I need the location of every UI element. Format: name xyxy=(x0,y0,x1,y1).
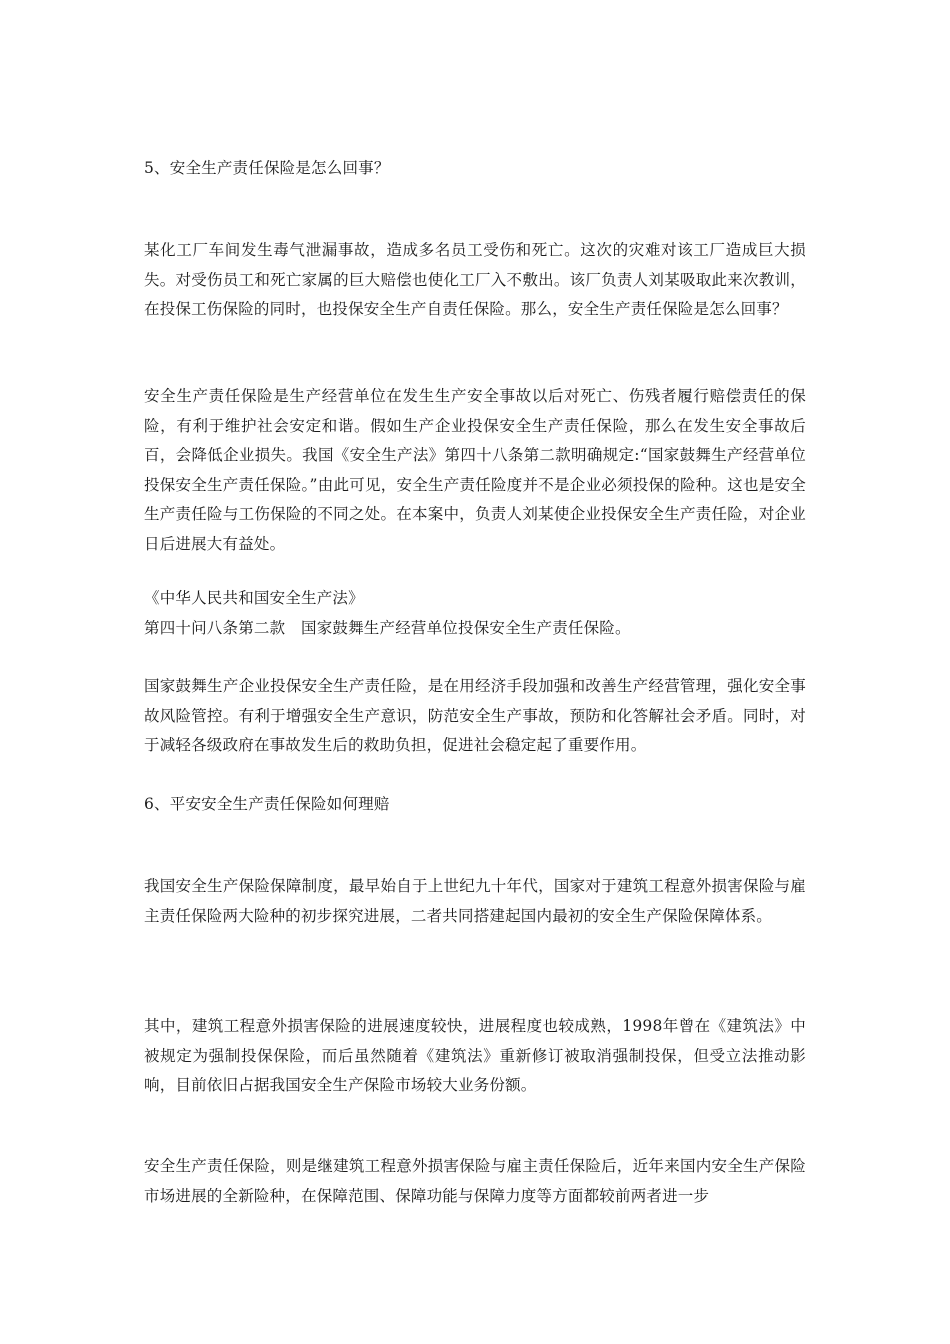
law-citation xyxy=(144,584,806,643)
history-paragraph: 我国安全生产保险保障制度，最早始自于上世纪九十年代，国家对于建筑工程意外损害保险与雇主责任保险两大险种的初步探究进展，二者共同搭建起国内最初的安全生产保险保障体系。 xyxy=(144,877,806,925)
law-article: 第四十问八条第二款 国家鼓舞生产经营单位投保安全生产责任保险。 xyxy=(144,618,631,637)
law-title: 《中华人民共和国安全生产法》 xyxy=(144,589,364,607)
section-6-heading: 6、平安安全生产责任保险如何理赔 xyxy=(144,795,390,813)
section-5-heading: 5、安全生产责任保险是怎么回事？ xyxy=(144,159,390,177)
case-paragraph: 某化工厂车间发生毒气泄漏事故，造成多名员工受伤和死亡。这次的灾难对该工厂造成巨大损失。对受伤员工和死亡家属的巨大赔偿也使化工厂入不敷出。该厂负责人刘某吸取此来次教训，在投保工伤保险的同时，也投保安全生产自责任保险。那么，安全生产责任保险是怎么回事？ xyxy=(144,241,806,318)
encourage-paragraph: 国家鼓舞生产企业投保安全生产责任险，是在用经济手段加强和改善生产经营管理，强化安全事故风险管控。有利于增强安全生产意识，防范安全生产事故，预防和化答解社会矛盾。同时，对于减轻各级政府在事故发生后的救助负担，促进社会稳定起了重要作用。 xyxy=(144,677,806,754)
construction-paragraph: 其中，建筑工程意外损害保险的进展速度较快，进展程度也较成熟，1998年曾在《建筑法》中被规定为强制投保保险，而后虽然随着《建筑法》重新修订被取消强制投保，但受立法推动影响，目前依旧占据我国安全生产保险市场较大业务份额。 xyxy=(144,1017,806,1094)
liability-paragraph: 安全生产责任保险，则是继建筑工程意外损害保险与雇主责任保险后，近年来国内安全生产保险市场进展的全新险种，在保障范围、保障功能与保障力度等方面都较前两者进一步 xyxy=(144,1157,806,1205)
answer-paragraph: 安全生产责任保险是生产经营单位在发生生产安全事故以后对死亡、伤残者履行赔偿责任的保险，有利于维护社会安定和谐。假如生产企业投保安全生产责任保险，那么在发生安全事故后百，会降低企业损失。我国《安全生产法》第四十八条第二款明确规定:“国家鼓舞生产经营单位投保安全生产责任保险。”由此可见，安全生产责任险度并不是企业必须投保的险种。这也是安全生产责任险与工伤保险的不同之处。在本案中，负责人刘某使企业投保安全生产责任险，对企业日后进展大有益处。 xyxy=(144,387,806,553)
